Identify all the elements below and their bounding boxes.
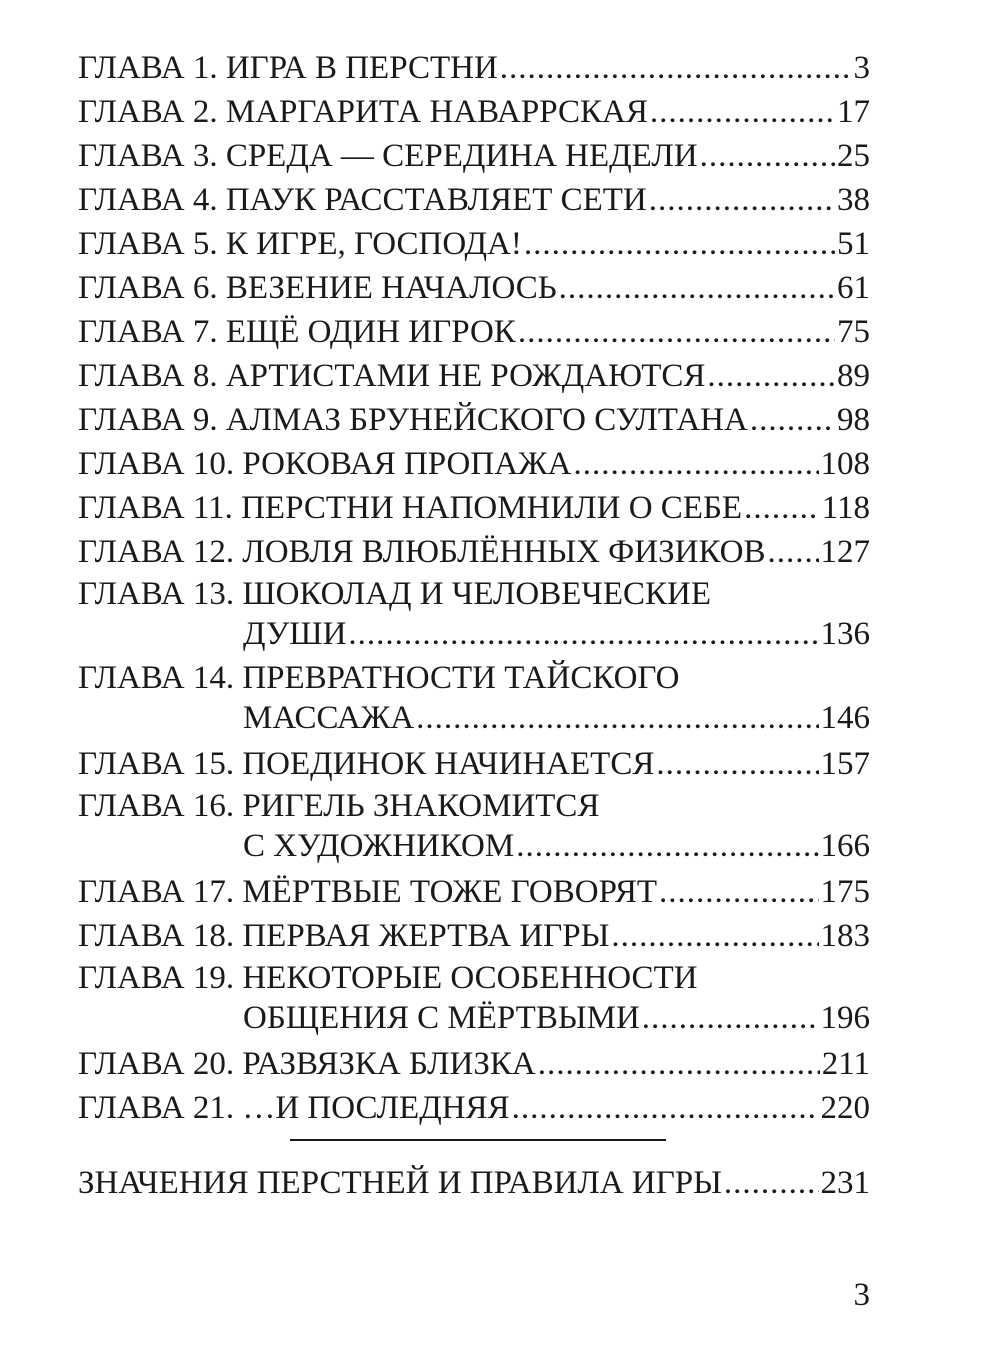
entry-page: 75 bbox=[837, 314, 870, 350]
dot-leader bbox=[538, 1042, 820, 1086]
dot-leader bbox=[707, 354, 835, 398]
entry-title: ГЛАВА 2. МАРГАРИТА НАВАРРСКАЯ bbox=[78, 94, 648, 130]
entry-page: 196 bbox=[820, 1000, 870, 1036]
dot-leader bbox=[416, 698, 818, 738]
entry-page: 175 bbox=[820, 874, 870, 910]
entry-page: 61 bbox=[837, 270, 870, 306]
entry-title-continuation: ОБЩЕНИЯ С МЁРТВЫМИ bbox=[243, 1000, 640, 1036]
entry-page: 183 bbox=[820, 918, 870, 954]
dot-leader bbox=[659, 870, 818, 914]
dot-leader bbox=[611, 914, 818, 958]
entry-title-continuation: ДУШИ bbox=[243, 616, 347, 652]
entry-title-continuation: С ХУДОЖНИКОМ bbox=[243, 828, 515, 864]
entry-title: ГЛАВА 20. РАЗВЯЗКА БЛИЗКА bbox=[78, 1046, 536, 1082]
dot-leader bbox=[512, 1086, 819, 1130]
entry-page: 127 bbox=[820, 534, 870, 570]
entry-page: 17 bbox=[837, 94, 870, 130]
toc-entry-13 bbox=[78, 574, 870, 654]
entry-title: ГЛАВА 10. РОКОВАЯ ПРОПАЖА bbox=[78, 446, 572, 482]
dot-leader bbox=[656, 742, 818, 786]
toc-entry-1 bbox=[78, 46, 870, 90]
toc-appendix-entry bbox=[78, 1161, 870, 1205]
toc-entry-15 bbox=[78, 742, 870, 786]
toc-entry-6 bbox=[78, 266, 870, 310]
entry-page: 25 bbox=[837, 138, 870, 174]
dot-leader bbox=[518, 310, 835, 354]
entry-page: 211 bbox=[821, 1046, 870, 1082]
toc-entry-14 bbox=[78, 658, 870, 738]
entry-title: ГЛАВА 7. ЕЩЁ ОДИН ИГРОК bbox=[78, 314, 516, 350]
toc-entry-16 bbox=[78, 786, 870, 866]
dot-leader bbox=[767, 530, 818, 574]
toc-entry-12 bbox=[78, 530, 870, 574]
entry-title: ГЛАВА 1. ИГРА В ПЕРСТНИ bbox=[78, 50, 498, 86]
toc-entry-8 bbox=[78, 354, 870, 398]
dot-leader bbox=[744, 486, 820, 530]
toc-entry-2 bbox=[78, 90, 870, 134]
toc-entry-11 bbox=[78, 486, 870, 530]
toc-entry-18 bbox=[78, 914, 870, 958]
dot-leader bbox=[516, 826, 818, 866]
toc-entry-21 bbox=[78, 1086, 870, 1130]
entry-page: 98 bbox=[837, 402, 870, 438]
toc-entry-9 bbox=[78, 398, 870, 442]
entry-page: 3 bbox=[853, 50, 870, 86]
entry-title: ГЛАВА 8. АРТИСТАМИ НЕ РОЖДАЮТСЯ bbox=[78, 358, 706, 394]
entry-page: 51 bbox=[837, 226, 870, 262]
toc-entry-5 bbox=[78, 222, 870, 266]
dot-leader bbox=[573, 442, 818, 486]
entry-title: ГЛАВА 12. ЛОВЛЯ ВЛЮБЛЁННЫХ ФИЗИКОВ bbox=[78, 534, 766, 570]
entry-title: ГЛАВА 17. МЁРТВЫЕ ТОЖЕ ГОВОРЯТ bbox=[78, 874, 658, 910]
toc-entry-19 bbox=[78, 958, 870, 1038]
entry-title: ГЛАВА 21. …И ПОСЛЕДНЯЯ bbox=[78, 1090, 510, 1126]
toc-entry-17 bbox=[78, 870, 870, 914]
toc-entry-7 bbox=[78, 310, 870, 354]
entry-page: 220 bbox=[820, 1090, 870, 1126]
entry-page: 146 bbox=[820, 700, 870, 736]
dot-leader bbox=[348, 614, 818, 654]
table-of-contents bbox=[78, 46, 870, 1130]
dot-leader bbox=[724, 1161, 819, 1205]
entry-page: 89 bbox=[837, 358, 870, 394]
dot-leader bbox=[650, 90, 835, 134]
entry-title: ГЛАВА 15. ПОЕДИНОК НАЧИНАЕТСЯ bbox=[78, 746, 655, 782]
entry-title: ГЛАВА 18. ПЕРВАЯ ЖЕРТВА ИГРЫ bbox=[78, 918, 610, 954]
entry-title: ГЛАВА 16. РИГЕЛЬ ЗНАКОМИТСЯ bbox=[78, 788, 600, 824]
dot-leader bbox=[750, 398, 835, 442]
toc-entry-4 bbox=[78, 178, 870, 222]
page-number: 3 bbox=[853, 1277, 870, 1313]
entry-title: ГЛАВА 19. НЕКОТОРЫЕ ОСОБЕННОСТИ bbox=[78, 960, 698, 996]
entry-page: 38 bbox=[837, 182, 870, 218]
dot-leader bbox=[524, 222, 835, 266]
entry-title: ГЛАВА 14. ПРЕВРАТНОСТИ ТАЙСКОГО bbox=[78, 660, 680, 696]
entry-title: ГЛАВА 9. АЛМАЗ БРУНЕЙСКОГО СУЛТАНА bbox=[78, 402, 748, 438]
entry-title: ГЛАВА 5. К ИГРЕ, ГОСПОДА! bbox=[78, 226, 522, 262]
toc-entry-10 bbox=[78, 442, 870, 486]
dot-leader bbox=[500, 46, 852, 90]
dot-leader bbox=[700, 134, 835, 178]
entry-page: 118 bbox=[821, 490, 870, 526]
dot-leader bbox=[559, 266, 835, 310]
entry-page: 136 bbox=[820, 616, 870, 652]
entry-title-continuation: МАССАЖА bbox=[243, 700, 415, 736]
entry-title: ГЛАВА 13. ШОКОЛАД И ЧЕЛОВЕЧЕСКИЕ bbox=[78, 576, 712, 612]
toc-entry-3 bbox=[78, 134, 870, 178]
entry-page: 108 bbox=[820, 446, 870, 482]
entry-title: ГЛАВА 3. СРЕДА — СЕРЕДИНА НЕДЕЛИ bbox=[78, 138, 698, 174]
entry-title: ГЛАВА 6. ВЕЗЕНИЕ НАЧАЛОСЬ bbox=[78, 270, 557, 306]
entry-page: 166 bbox=[820, 828, 870, 864]
appendix-page: 231 bbox=[820, 1165, 870, 1201]
entry-title: ГЛАВА 11. ПЕРСТНИ НАПОМНИЛИ О СЕБЕ bbox=[78, 490, 743, 526]
dot-leader bbox=[649, 178, 835, 222]
entry-title: ГЛАВА 4. ПАУК РАССТАВЛЯЕТ СЕТИ bbox=[78, 182, 647, 218]
dot-leader bbox=[642, 998, 819, 1038]
section-divider bbox=[290, 1139, 666, 1141]
toc-entry-20 bbox=[78, 1042, 870, 1086]
appendix-title: ЗНАЧЕНИЯ ПЕРСТНЕЙ И ПРАВИЛА ИГРЫ bbox=[78, 1165, 722, 1201]
entry-page: 157 bbox=[820, 746, 870, 782]
